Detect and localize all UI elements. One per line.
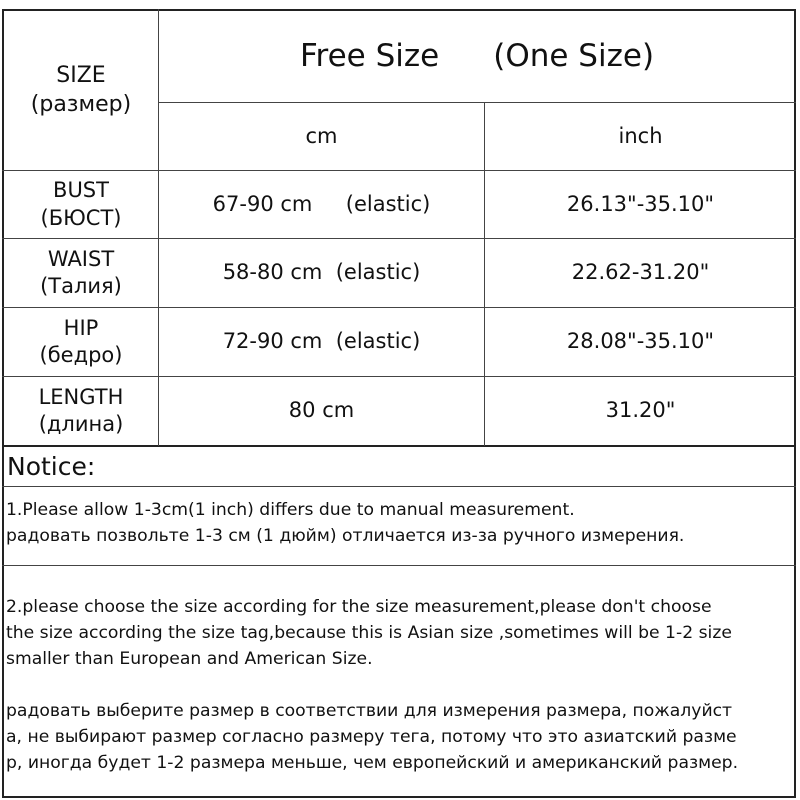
length-inch-value: 31.20" [605,398,676,423]
unit-inch-header: inch [618,123,663,148]
waist-cm-value: 58-80 cm (elastic) [222,260,421,285]
bust-inch-value: 26.13"-35.10" [566,191,715,216]
one-size-label: (One Size) [493,38,655,75]
row-label: BUST [53,178,109,203]
grid-line [2,445,796,447]
row-label-hip [4,308,158,376]
unit-cm-header: cm [305,123,338,148]
row-label-ru: (длина) [38,412,124,436]
row-label: HIP [63,315,99,340]
hip-cm-value: 72-90 cm (elastic) [222,329,421,354]
row-label-waist [4,239,158,307]
size-label: SIZE [56,62,106,88]
free-size-label: Free Size [299,38,440,75]
note-1-en: 1.Please allow 1-3cm(1 inch) differs due to manual measurement. [6,500,575,520]
row-label-length [4,377,158,445]
row-label: LENGTH [38,384,124,409]
row-label-ru: (БЮСТ) [40,205,122,230]
row-label: WAIST [47,246,115,271]
notice-title: Notice: [7,452,96,481]
bust-cm-value: 67-90 cm (elastic) [212,191,431,216]
grid-line [2,486,796,487]
free-size-header [159,11,795,102]
grid-line [2,565,796,566]
waist-inch-value: 22.62-31.20" [571,260,710,285]
note-1-ru: радовать позвольте 1-3 см (1 дюйм) отличается из-за ручного измерения. [6,526,685,546]
hip-inch-value: 28.08"-35.10" [566,329,715,354]
size-header-cell [4,11,158,170]
row-label-ru: (бедро) [39,343,123,367]
row-label-bust [4,171,158,238]
note-2-en: 2.please choose the size according for the size measurement,please don't choose the size according the size tag,because this is Asian size ,sometimes will be 1-2 size smaller than European and American Size. [6,597,732,669]
size-label-ru: (размер) [30,91,132,117]
note-2-ru: радовать выберите размер в соответствии для измерения размера, пожалуйст а, не выбирают размер согласно размеру тега, потому что это азиатский разме р, иногда будет 1-2 размера меньше, чем европейский и американский размер. [6,701,739,773]
row-label-ru: (Талия) [40,274,122,298]
length-cm-value: 80 cm [288,398,355,423]
